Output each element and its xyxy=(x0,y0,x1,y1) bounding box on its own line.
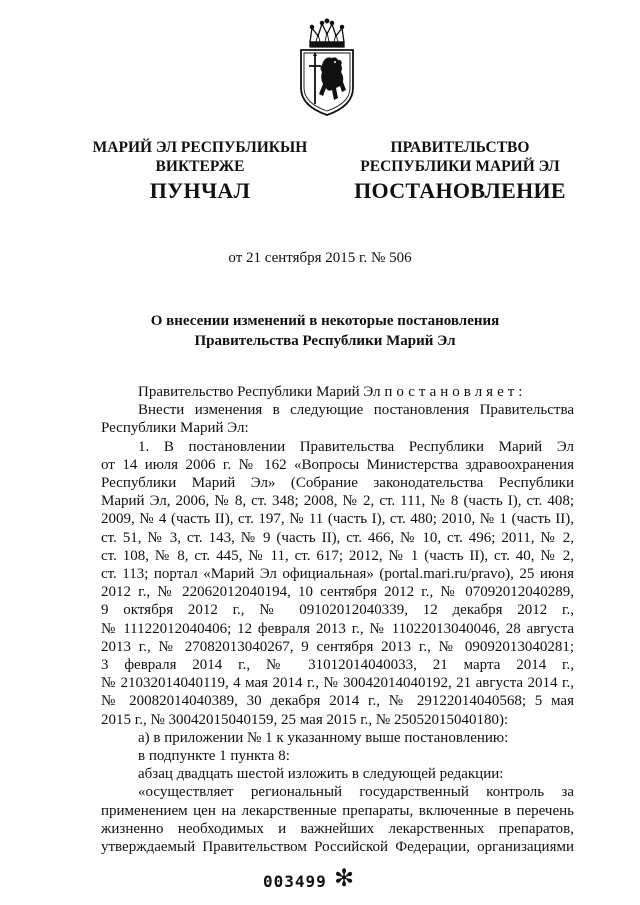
item-1-line: Республики Марий Эл» (Собрание законодательства Республики xyxy=(101,475,574,492)
item-1-line-last: 2015 г., № 30042015040159, 25 мая 2015 г., № 25052015040180): xyxy=(101,711,509,728)
paragraph-subpoint: в подпункте 1 пункта 8: xyxy=(138,748,290,765)
doc-type-russian: ПОСТАНОВЛЕНИЕ xyxy=(354,178,566,203)
item-1-line: № 21032014040119, 4 мая 2014 г., № 30042014040192, 21 августа 2014 г., xyxy=(101,675,574,692)
paragraph-amend-intro: Внести изменения в следующие постановления Правительства Республики Марий Эл: xyxy=(101,402,574,437)
item-1-line: ст. 113; портал «Марий Эл официальная» (portal.mari.ru/pravo), 25 июня xyxy=(101,566,574,583)
header-right-institution xyxy=(340,138,580,176)
item-1-line: 1. В постановлении Правительства Республики Марий Эл xyxy=(138,438,574,455)
decree-intro-text: Правительство Республики Марий Эл xyxy=(138,384,381,400)
quoted-line: жизненно необходимых и важнейших лекарственных препаратов, xyxy=(101,820,574,837)
date-and-number: от 21 сентября 2015 г. № 506 xyxy=(228,250,412,266)
shield-icon xyxy=(301,50,353,115)
header-right-line2: РЕСПУБЛИКИ МАРИЙ ЭЛ xyxy=(360,158,560,175)
asterisk-icon: ✻ xyxy=(334,864,355,892)
item-1-line: Марий Эл, 2006, № 8, ст. 348; 2008, № 2, ст. 111, № 8 (часть I), ст. 408; xyxy=(101,493,574,510)
decree-intro xyxy=(101,383,574,401)
paragraph-abzac: абзац двадцать шестой изложить в следующей редакции: xyxy=(138,766,504,783)
document-subject xyxy=(60,311,590,351)
item-1-line: ст. 51, № 3, ст. 143, № 9 (часть II), ст. 466, № 10, ст. 496; 2011, № 2, xyxy=(101,529,574,546)
quoted-line: утверждаемый Правительством Российской Федерации, организациями xyxy=(101,839,574,856)
document-body xyxy=(101,383,574,856)
item-1-line: 2009, № 4 (часть II), ст. 197, № 11 (часть I), ст. 480; 2010, № 1 (часть II), xyxy=(101,511,574,528)
item-1-line: № 20082014040389, 30 декабря 2014 г., № 29122014040568; 5 мая xyxy=(101,693,574,710)
quoted-line: «осуществляет региональный государственный контроль за xyxy=(138,784,574,801)
decree-word: постановляет: xyxy=(384,384,527,400)
doc-type-mari: ПУНЧАЛ xyxy=(149,178,251,203)
subject-line2: Правительства Республики Марий Эл xyxy=(194,333,456,349)
paragraph-subitem-a: а) в приложении № 1 к указанному выше постановлению: xyxy=(138,729,509,746)
header-left-line2: ВИКТЕРЖЕ xyxy=(155,158,245,175)
crown-icon xyxy=(310,19,344,47)
coat-of-arms-emblem xyxy=(296,18,358,118)
item-1-line: от 14 июля 2006 г. № 162 «Вопросы Министерства здравоохранения xyxy=(101,456,574,473)
subject-line1: О внесении изменений в некоторые постановления xyxy=(150,313,500,329)
item-1-line: 9 октября 2012 г., № 09102012040339, 12 декабря 2012 г., xyxy=(101,602,574,619)
header-right-line1: ПРАВИТЕЛЬСТВО xyxy=(390,139,530,156)
quoted-line: применением цен на лекарственные препараты, включенные в перечень xyxy=(101,802,574,819)
header-left-institution xyxy=(60,138,340,176)
item-1-line: 3 февраля 2014 г., № 31012014040033, 21 марта 2014 г., xyxy=(101,657,574,674)
item-1-line: ст. 108, № 8, ст. 445, № 11, ст. 617; 2012, № 1 (часть II), ст. 40, № 2, xyxy=(101,547,574,564)
header-left-line1: МАРИЙ ЭЛ РЕСПУБЛИКЫН xyxy=(92,139,308,156)
paragraph-item-1 xyxy=(101,438,574,729)
form-serial-number: 003499 xyxy=(263,872,327,891)
item-1-line: 2012 г., № 22062012040194, 10 сентября 2012 г., № 07092012040289, xyxy=(101,584,574,601)
paragraph-quoted-text xyxy=(101,783,574,856)
item-1-line: № 11122012040406; 12 февраля 2013 г., № 11022013040046, 28 августа xyxy=(101,620,574,637)
item-1-line: 2013 г., № 27082013040267, 9 сентября 2013 г., № 09092013040281; xyxy=(101,638,574,655)
